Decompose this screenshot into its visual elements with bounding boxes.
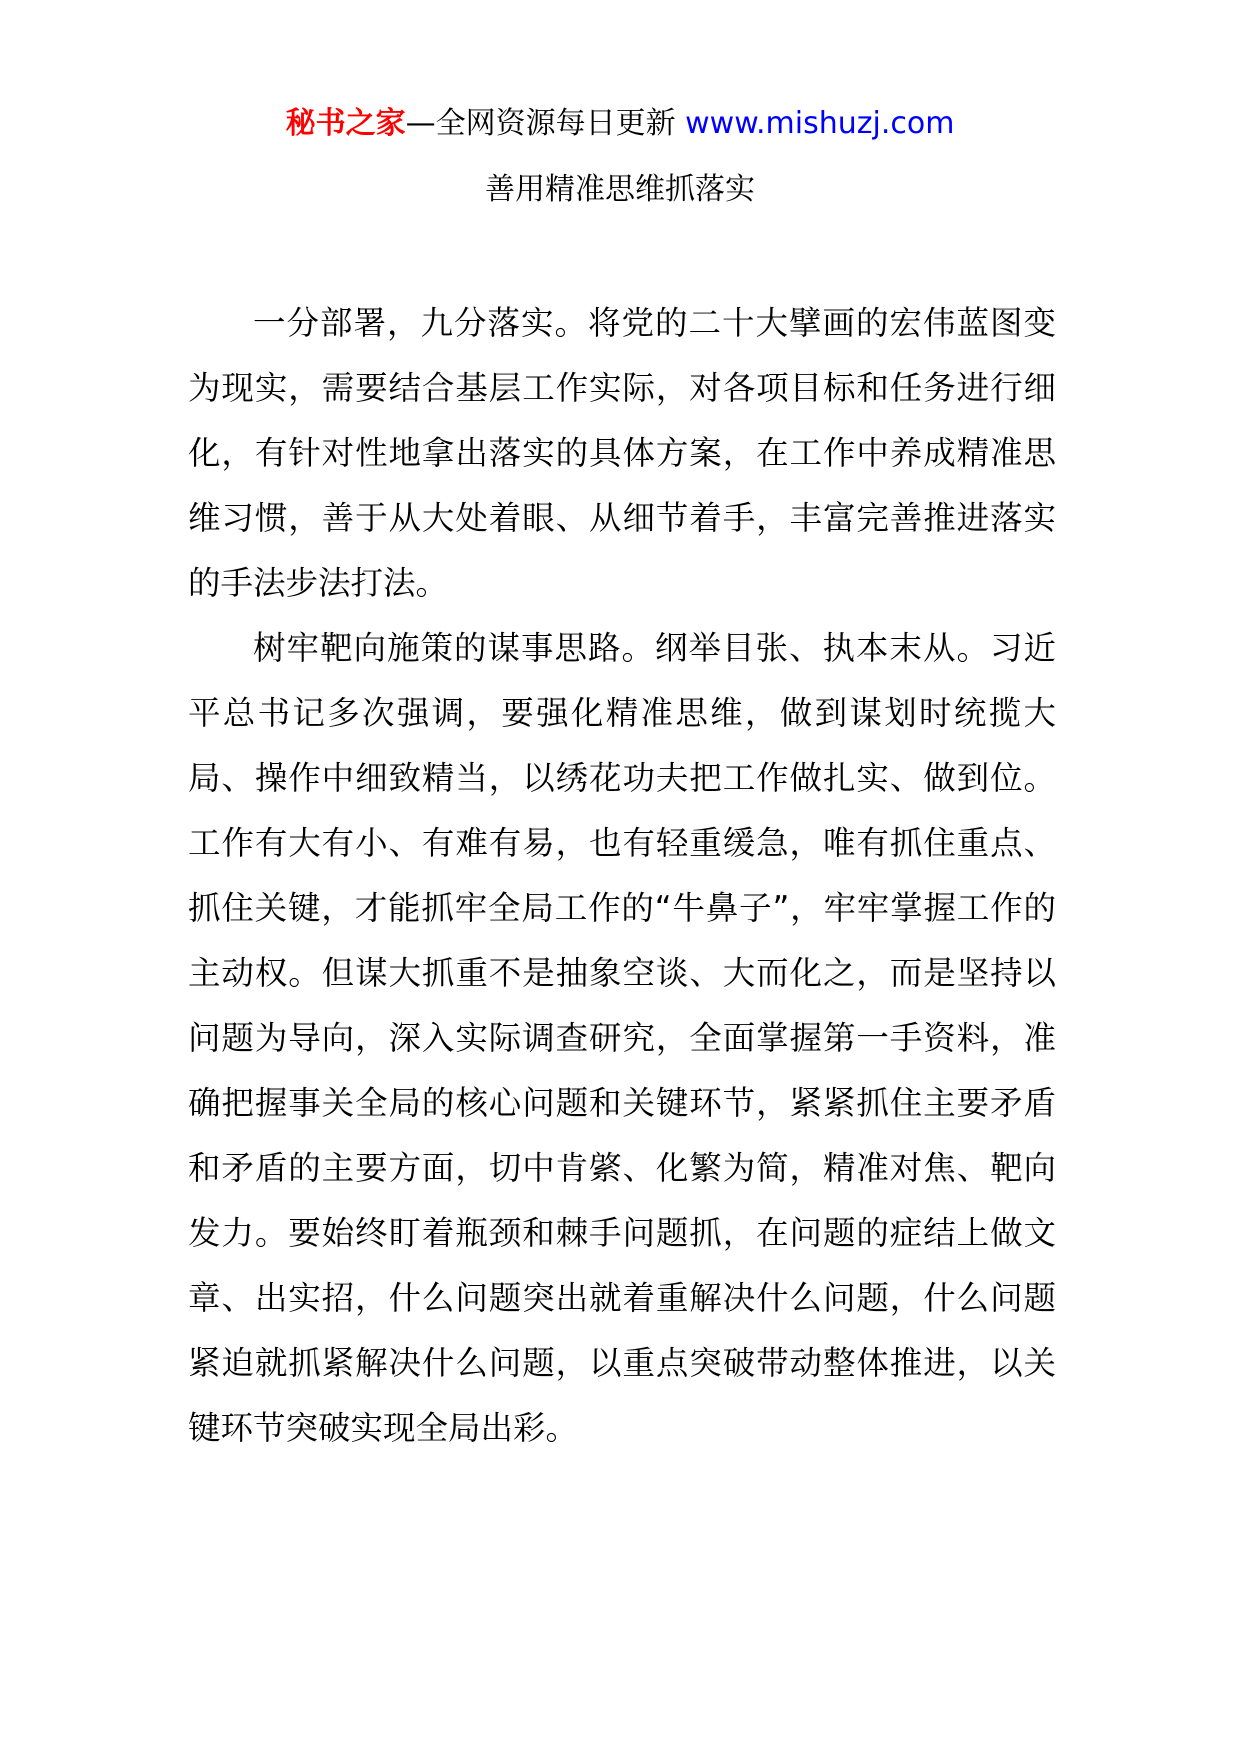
document-title: 善用精准思维抓落实 <box>485 172 755 207</box>
paragraph: 一分部署，九分落实。将党的二十大擘画的宏伟蓝图变为现实，需要结合基层工作实际，对各项目标和任务进行细化，有针对性地拿出落实的具体方案，在工作中养成精准思维习惯，善于从大处着眼、从细节着手，丰富完善推进落实的手法步法打法。 <box>188 304 1056 602</box>
site-brand: 秘书之家 <box>285 106 406 141</box>
paragraph: 树牢靶向施策的谋事思路。纲举目张、执本末从。习近平总书记多次强调，要强化精准思维，做到谋划时统揽大局、操作中细致精当，以绣花功夫把工作做扎实、做到位。工作有大有小、有难有易，也有轻重缓急，唯有抓住重点、抓住关键，才能抓牢全局工作的“牛鼻子”，牢牢掌握工作的主动权。但谋大抓重不是抽象空谈、大而化之，而是坚持以问题为导向，深入实际调查研究，全面掌握第一手资料，准确把握事关全局的核心问题和关键环节，紧紧抓住主要矛盾和矛盾的主要方面，切中肯綮、化繁为简，精准对焦、靶向发力。要始终盯着瓶颈和棘手问题抓，在问题的症结上做文章、出实招，什么问题突出就着重解决什么问题，什么问题紧迫就抓紧解决什么问题，以重点突破带动整体推进，以关键环节突破实现全局出彩。 <box>188 629 1056 1447</box>
document-body <box>188 291 1056 1461</box>
site-header <box>0 102 1240 146</box>
site-tagline: —全网资源每日更新 <box>405 106 676 141</box>
site-url-link[interactable]: www.mishuzj.com <box>685 106 955 141</box>
